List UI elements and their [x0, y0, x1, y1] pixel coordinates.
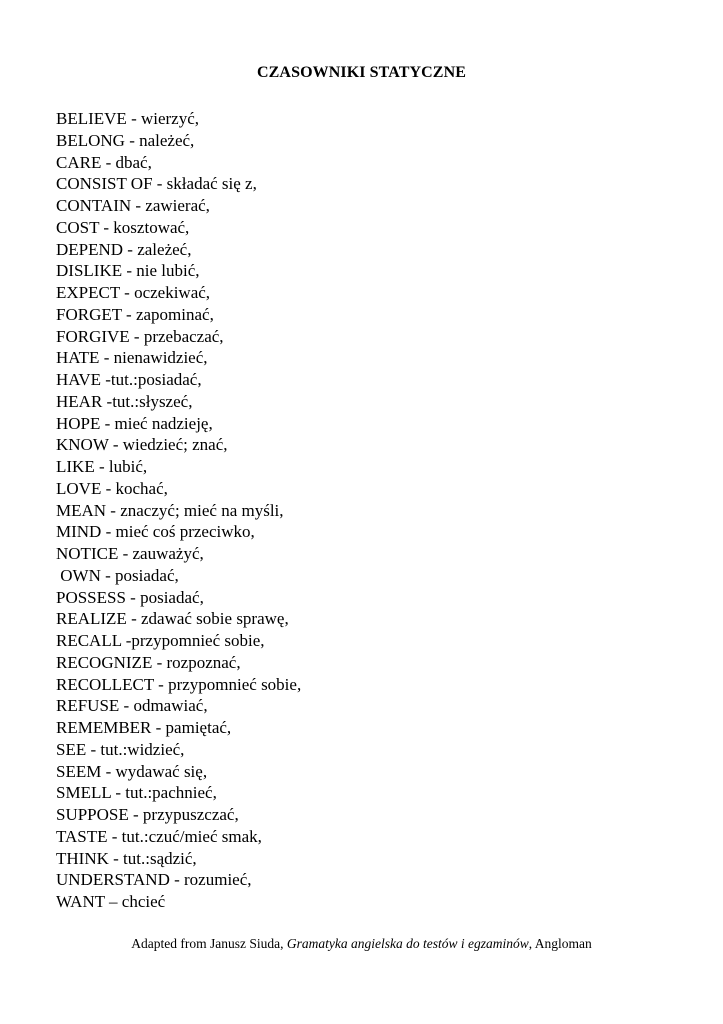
list-item: SMELL - tut.:pachnieć, [56, 783, 217, 803]
source-citation [0, 935, 723, 953]
list-item: NOTICE - zauważyć, [56, 544, 204, 563]
list-item: DEPEND - zależeć, [56, 239, 192, 259]
list-item: DISLIKE - nie lubić, [56, 261, 200, 281]
list-item: WANT – chcieć [56, 892, 166, 911]
list-item: TASTE - tut.:czuć/mieć smak, [56, 826, 262, 846]
list-item: MEAN - znaczyć; mieć na myśli, [56, 500, 284, 520]
list-item: RECOLLECT - przypomnieć sobie, [56, 674, 302, 694]
list-item: MIND - mieć coś przeciwko, [56, 522, 255, 542]
citation-suffix: , Angloman [528, 936, 592, 951]
list-item: LOVE - kochać, [56, 478, 168, 498]
page-title: CZASOWNIKI STATYCZNE [256, 64, 466, 81]
list-item: CONTAIN - zawierać, [56, 196, 210, 215]
list-item: THINK - tut.:sądzić, [56, 848, 197, 868]
list-item: HOPE - mieć nadzieję, [56, 413, 213, 433]
citation-prefix: Adapted from Janusz Siuda, [131, 936, 287, 951]
list-item: UNDERSTAND - rozumieć, [56, 870, 252, 890]
list-item: POSSESS - posiadać, [56, 587, 204, 607]
list-item: FORGIVE - przebaczać, [56, 326, 224, 346]
list-item: OWN - posiadać, [56, 565, 179, 585]
list-item: SEEM - wydawać się, [56, 761, 208, 781]
list-item: RECALL -przypomnieć sobie, [56, 631, 265, 650]
list-item: REFUSE - odmawiać, [56, 696, 208, 716]
list-item: CONSIST OF - składać się z, [56, 174, 257, 194]
list-item: SUPPOSE - przypuszczać, [56, 805, 239, 824]
list-item: HAVE -tut.:posiadać, [56, 370, 202, 389]
list-item: CARE - dbać, [56, 152, 152, 172]
list-item: LIKE - lubić, [56, 457, 148, 476]
list-item: HEAR -tut.:słyszeć, [56, 391, 193, 411]
list-item: BELONG - należeć, [56, 130, 195, 150]
list-item: EXPECT - oczekiwać, [56, 283, 211, 302]
list-item: REMEMBER - pamiętać, [56, 718, 232, 737]
list-item: RECOGNIZE - rozpoznać, [56, 652, 241, 672]
list-item: HATE - nienawidzieć, [56, 348, 208, 368]
list-item: FORGET - zapominać, [56, 304, 214, 324]
list-item: KNOW - wiedzieć; znać, [56, 435, 228, 455]
citation-book-title: Gramatyka angielska do testów i egzaminów [286, 936, 529, 951]
verb-list [56, 108, 301, 913]
list-item: BELIEVE - wierzyć, [56, 109, 200, 128]
list-item: COST - kosztować, [56, 217, 190, 237]
list-item: SEE - tut.:widzieć, [56, 739, 185, 759]
list-item: REALIZE - zdawać sobie sprawę, [56, 609, 289, 629]
